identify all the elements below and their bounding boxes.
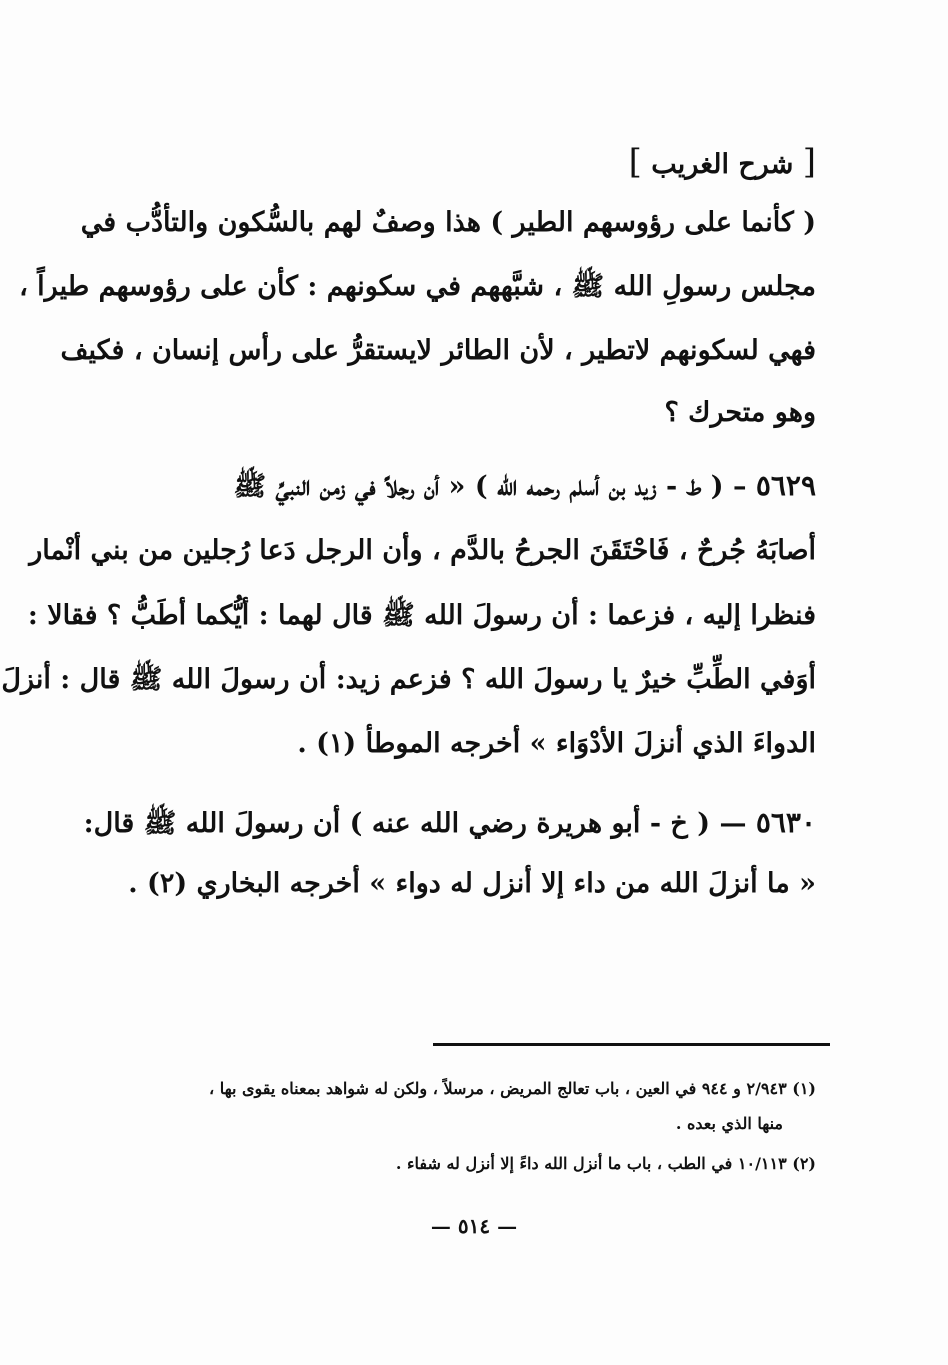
hadith-5629-line-1 [233, 466, 816, 507]
hadith-5630-line-2: « ما أنزلَ الله من داء إلا أنزل له دواء » أخرجه البخاري (٢) . [128, 868, 816, 899]
page-number: — ٥١٤ — [430, 1214, 518, 1238]
hadith-text: ( ط - زيد بن أسلم رحمه الله ) « أن رجلاً في زمن النبيِّ ﷺ [233, 471, 724, 502]
footnote-divider [433, 1043, 830, 1046]
hadith-5629-line-3: فنظرا إليه ، فزعما : أن رسولَ الله ﷺ قال لهما : أيُّكما أطَبُّ ؟ فقالا : [27, 600, 816, 631]
hadith-5629-line-2: أصابَهُ جُرحٌ ، فَاحْتَقَنَ الجرحُ بالدَّم ، وأن الرجل دَعا رُجلين من بني أنْمار [29, 535, 816, 566]
footnote-1-continuation: منها الذي بعده . [675, 1114, 783, 1133]
gharib-line-1: ( كأنما على رؤوسهم الطير ) هذا وصفٌ لهم بالسُّكون والتأدُّب في [80, 207, 816, 238]
footnote-1: (١) ٢/٩٤٣ و ٩٤٤ في العين ، باب تعالج المريض ، مرسلاً ، ولكن له شواهد بمعناه يقوى بها ، [208, 1079, 816, 1098]
gharib-line-3: فهي لسكونهم لاتطير ، لأن الطائر لايستقرُّ على رأس إنسان ، فكيف [60, 335, 816, 366]
heading-bracket-close: ] [628, 142, 642, 182]
heading-bracket-open: [ [802, 142, 816, 182]
hadith-5630-line-1 [84, 803, 816, 844]
hadith-dash: – [732, 471, 747, 502]
gharib-line-2: مجلس رسولِ الله ﷺ ، شبَّههم في سكونهم : كأن على رؤوسهم طيراً ، [19, 271, 816, 302]
hadith-5629-line-4: أوَفي الطِّبِّ خيرٌ يا رسولَ الله ؟ فزعم زيد: أن رسولَ الله ﷺ قال : أنزلَ [1, 664, 816, 695]
section-heading [629, 142, 816, 182]
hadith-5629-line-5: الدواءَ الذي أنزلَ الأدْوَاء » أخرجه الموطأ (١) . [297, 728, 816, 759]
hadith-dash: — [719, 808, 747, 839]
hadith-number: ٥٦٣٠ [755, 806, 816, 839]
heading-text: شرح الغريب [651, 149, 794, 180]
footnote-2: (٢) ١٠/١١٣ في الطب ، باب ما أنزل الله داءً إلا أنزل له شفاء . [395, 1154, 816, 1173]
hadith-text: ( خ - أبو هريرة رضي الله عنه ) أن رسولَ الله ﷺ قال: [83, 808, 711, 839]
gharib-line-4: وهو متحرك ؟ [664, 397, 816, 428]
hadith-number: ٥٦٢٩ [755, 469, 816, 502]
